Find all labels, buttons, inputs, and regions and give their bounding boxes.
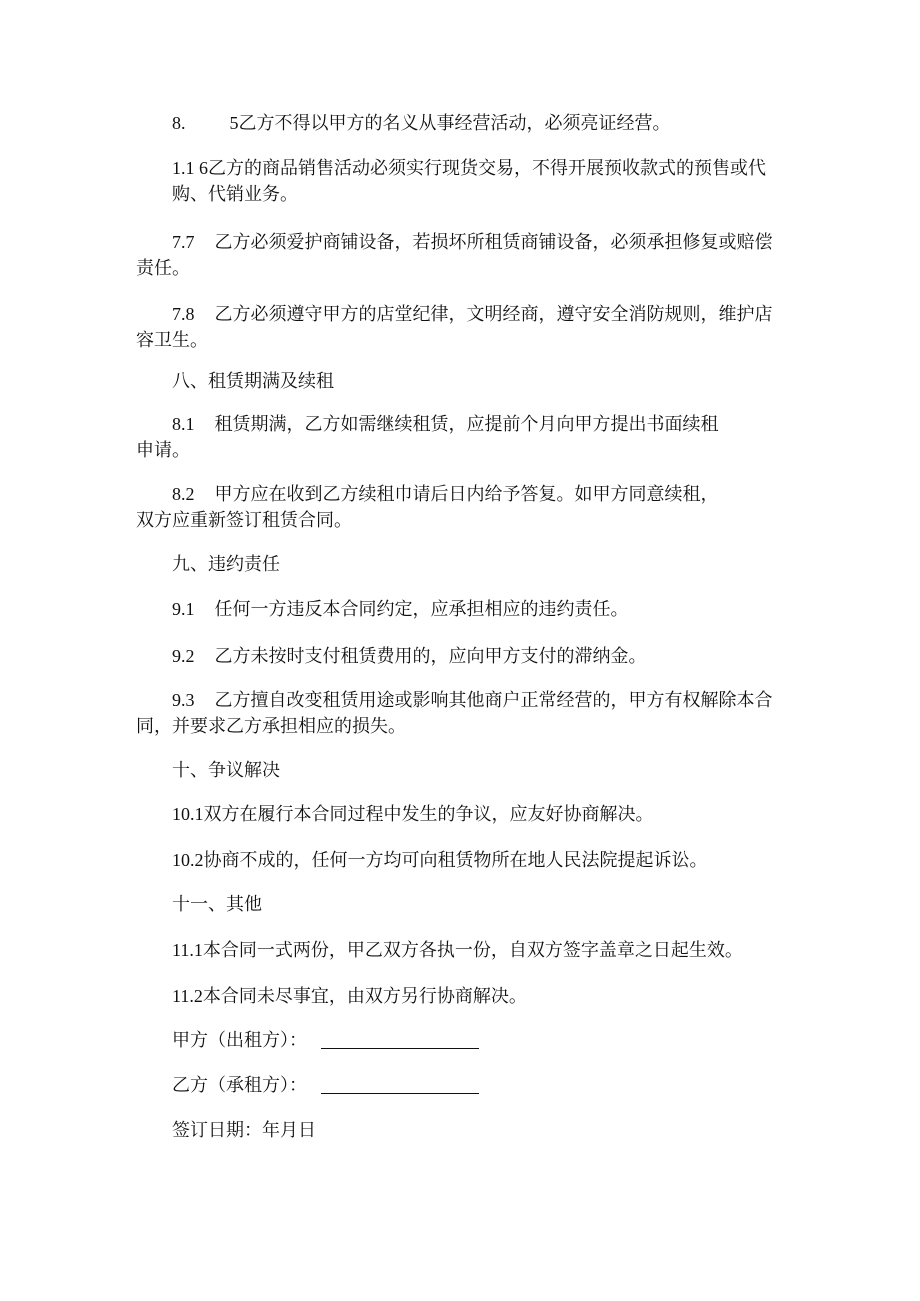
section-heading-text: 十、争议解决 — [172, 760, 280, 780]
clause-text-line2: 容卫生。 — [136, 330, 208, 350]
clause-7-8 — [136, 301, 796, 353]
clause-number: 8.2 — [172, 484, 195, 504]
clause-text-line1: 甲方应在收到乙方续租巾请后日内给予答复。如甲方同意续租， — [214, 484, 719, 504]
clause-text: 乙方未按时支付租赁费用的，应向甲方支付的滞纳金。 — [214, 646, 647, 666]
signature-label: 甲方（出租方）： — [172, 1030, 307, 1050]
section-heading-8 — [136, 368, 796, 394]
signature-blank-line — [321, 1032, 479, 1049]
section-heading-10 — [136, 757, 796, 783]
clause-text: 5乙方不得以甲方的名义从事经营活动，必须亮证经营。 — [229, 113, 671, 133]
clause-10-2 — [136, 847, 796, 873]
signature-blank-line — [321, 1077, 479, 1094]
clause-11-2 — [136, 983, 796, 1009]
section-heading-11 — [136, 891, 796, 917]
clause-8-2 — [136, 481, 796, 533]
clause-text-line1: 乙方必须遵守甲方的店堂纪律，文明经商，遵守安全消防规则，维护店 — [214, 304, 773, 324]
section-heading-text: 九、违约责任 — [172, 554, 280, 574]
clause-text-line2: 购、代销业务。 — [172, 184, 298, 204]
signature-party-b — [136, 1072, 796, 1098]
clause-text-line1: 乙方擅自改变租赁用途或影响其他商户正常经营的，甲方有权解除本合 — [214, 690, 773, 710]
clause-text-line1: 乙方必须爱护商铺设备，若损坏所租赁商铺设备，必须承担修复或赔偿 — [214, 232, 773, 252]
clause-text: 任何一方违反本合同约定，应承担相应的违约责任。 — [214, 599, 629, 619]
clause-9-1 — [136, 596, 796, 622]
clause-number: 7.7 — [172, 232, 195, 252]
section-heading-9 — [136, 551, 796, 577]
clause-1-1 — [136, 155, 796, 207]
clause-number: 8. — [172, 113, 186, 133]
clause-text: 10.1双方在履行本合同过程中发生的争议，应友好协商解决。 — [172, 804, 654, 824]
clause-9-3 — [136, 687, 796, 739]
clause-text-line1: 租赁期满，乙方如需继续租赁，应提前个月向甲方提出书面续租 — [214, 414, 719, 434]
clause-text-line2: 同，并要求乙方承担相应的损失。 — [136, 716, 406, 736]
clause-text-line2: 责任。 — [136, 258, 190, 278]
clause-8-1 — [136, 411, 796, 463]
clause-text: 10.2协商不成的，任何一方均可向租赁物所在地人民法院提起诉讼。 — [172, 850, 708, 870]
clause-text-line2: 申请。 — [136, 440, 190, 460]
signature-label: 乙方（承租方）： — [172, 1075, 307, 1095]
clause-text: 11.1本合同一式两份，甲乙双方各执一份，自双方签字盖章之日起生效。 — [172, 940, 743, 960]
clause-9-2 — [136, 643, 796, 669]
signing-date — [136, 1117, 796, 1143]
section-heading-text: 八、租赁期满及续租 — [172, 371, 334, 391]
clause-11-1 — [136, 937, 796, 963]
clause-text-line2: 双方应重新签订租赁合同。 — [136, 510, 352, 530]
clause-number: 8.1 — [172, 414, 195, 434]
clause-text: 11.2本合同未尽事宜，由双方另行协商解决。 — [172, 986, 527, 1006]
signature-party-a — [136, 1027, 796, 1053]
clause-7-7 — [136, 229, 796, 281]
signing-date-text: 签订日期：年月日 — [172, 1120, 316, 1140]
clause-number: 9.3 — [172, 690, 195, 710]
clause-text-line1: 1.1 6乙方的商品销售活动必须实行现货交易，不得开展预收款式的预售或代 — [172, 158, 766, 178]
clause-10-1 — [136, 801, 796, 827]
clause-number: 9.2 — [172, 646, 195, 666]
clause-8-5 — [136, 110, 796, 136]
clause-number: 9.1 — [172, 599, 195, 619]
section-heading-text: 十一、其他 — [172, 894, 262, 914]
clause-number: 7.8 — [172, 304, 195, 324]
